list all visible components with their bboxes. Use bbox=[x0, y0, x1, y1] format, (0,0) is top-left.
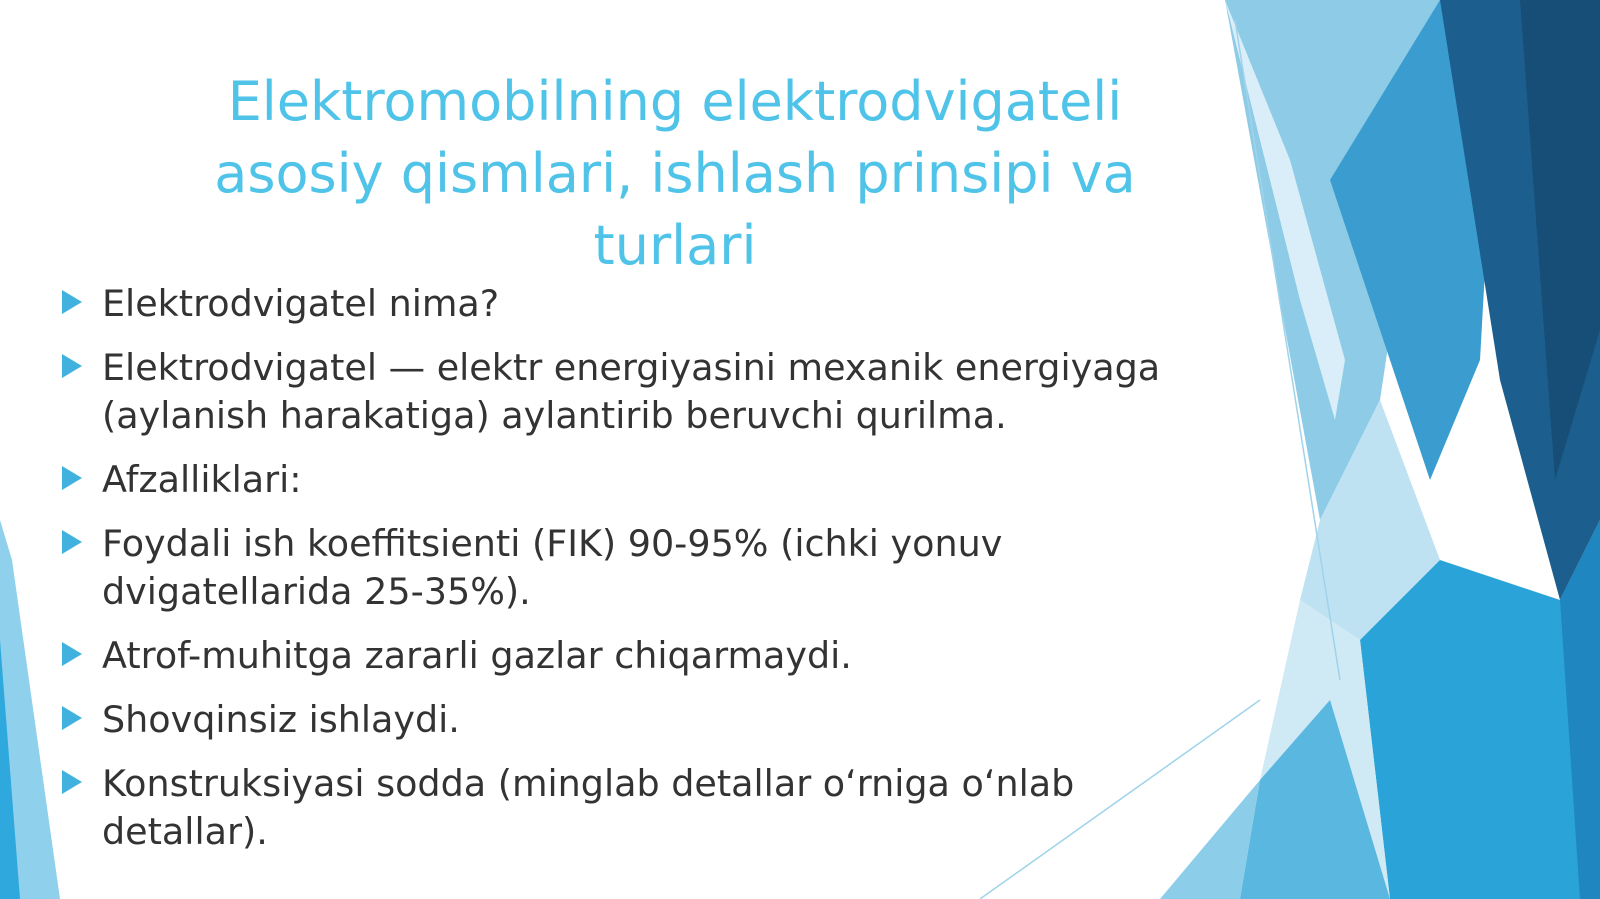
bullet-item bbox=[58, 344, 1208, 440]
triangle-bullet-icon bbox=[62, 530, 82, 554]
bullet-text: Konstruksiyasi sodda (minglab detallar o‘rniga o‘nlab detallar). bbox=[102, 762, 1075, 853]
bullet-text: Elektrodvigatel — elektr energiyasini mexanik energiyaga (aylanish harakatiga) aylantirib beruvchi qurilma. bbox=[102, 346, 1161, 437]
bullet-item bbox=[58, 456, 1208, 504]
bullet-item bbox=[58, 632, 1208, 680]
bullet-item bbox=[58, 280, 1208, 328]
triangle-bullet-icon bbox=[62, 706, 82, 730]
triangle-bullet-icon bbox=[62, 642, 82, 666]
bullet-text: Afzalliklari: bbox=[102, 458, 302, 501]
triangle-bullet-icon bbox=[62, 354, 82, 378]
bullet-item bbox=[58, 760, 1208, 856]
bullet-text: Elektrodvigatel nima? bbox=[102, 282, 500, 325]
triangle-bullet-icon bbox=[62, 770, 82, 794]
triangle-bullet-icon bbox=[62, 466, 82, 490]
bullet-list bbox=[58, 280, 1208, 872]
slide-title: Elektromobilning elektrodvigateli asosiy qismlari, ishlash prinsipi va turlari bbox=[214, 70, 1136, 277]
bullet-text: Shovqinsiz ishlaydi. bbox=[102, 698, 460, 741]
bullet-text: Foydali ish koeffitsienti (FIK) 90-95% (ichki yonuv dvigatellarida 25-35%). bbox=[102, 522, 1003, 613]
bullet-text: Atrof-muhitga zararli gazlar chiqarmaydi. bbox=[102, 634, 852, 677]
triangle-bullet-icon bbox=[62, 290, 82, 314]
bullet-item bbox=[58, 520, 1208, 616]
bullet-item bbox=[58, 696, 1208, 744]
